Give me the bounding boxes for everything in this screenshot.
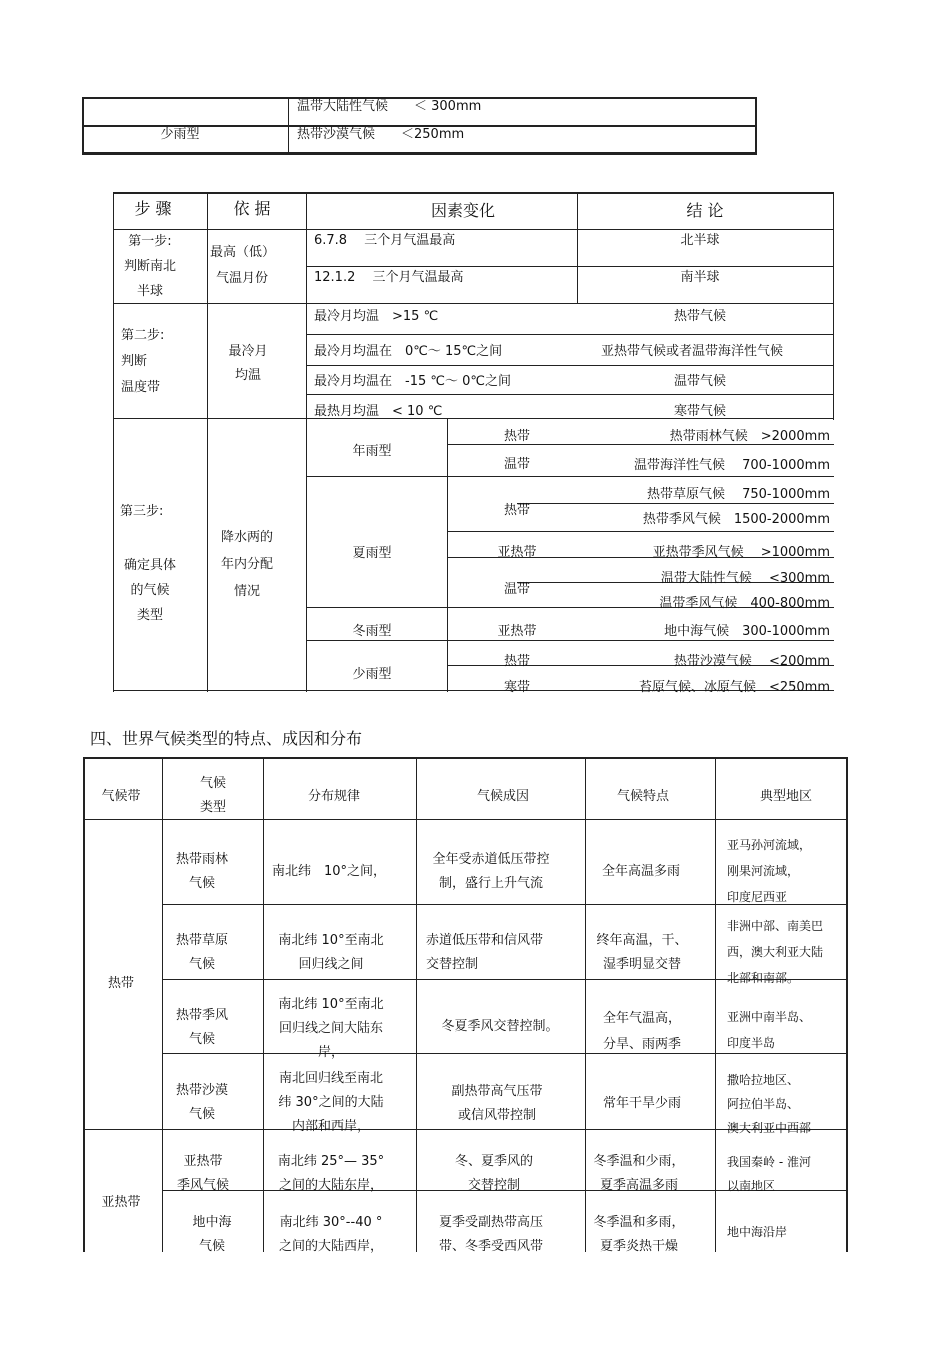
result-10: 苔原气候、冰原气候 <250mm [638,680,830,695]
step1-label: 第一步: 判断南北 半球 [123,234,176,299]
row6-regions: 地中海沿岸 [727,1225,788,1239]
zone-winter-subtropical: 亚热带 [497,624,537,639]
header-step: 步 骤 [134,199,172,218]
zone-summer-temperate: 温带 [503,582,531,597]
row6-distribution: 南北纬 30°--40 ° 之间的大陆西岸， [278,1215,384,1254]
row3-distribution: 南北纬 10°至南北 回归线之间大陆东 岸， [278,997,384,1060]
row4-regions: 撒哈拉地区、 阿拉伯半岛、 澳大利亚中西部 [727,1073,812,1135]
step3-basis: 降水两的 年内分配 情况 [220,530,273,599]
col-header-type: 气候 类型 [199,776,227,815]
zone-summer-tropical: 热带 [503,503,531,518]
row1-distribution: 南北纬 10°之间， [272,864,387,879]
row6-type: 地中海 气候 [192,1215,232,1254]
step2-factor-1: 最冷月均温 >15 ℃ [314,309,439,324]
top-table-row2-right: 热带沙漠气候 ＜250mm [297,127,465,142]
row5-features: 冬季温和少雨， 夏季高温多雨 [593,1154,685,1193]
belt-subtropical: 亚热带 [101,1195,141,1210]
row5-regions: 我国秦岭 - 淮河 以南地区 [727,1155,811,1193]
top-table-row2-left: 少雨型 [160,127,200,142]
col-header-features: 气候特点 [616,789,670,804]
group-annual: 年雨型 [352,444,392,459]
row2-cause: 赤道低压带和信风带 交替控制 [426,933,544,972]
step1-factor-1: 6.7.8 三个月气温最高 [314,233,456,248]
row1-cause: 全年受赤道低压带控 制，盛行上升气流 [432,852,550,891]
result-5: 亚热带季风气候 >1000mm [652,545,830,560]
step1-result-2: 南半球 [680,270,720,285]
row4-type: 热带沙漠 气候 [175,1083,229,1122]
row6-features: 冬季温和多雨， 夏季炎热干燥 [593,1215,685,1254]
result-3: 热带草原气候 750-1000mm [646,487,830,502]
belt-tropical: 热带 [107,976,135,991]
step1-result-1: 北半球 [680,233,720,248]
row3-regions: 亚洲中南半岛、 印度半岛 [727,1010,812,1050]
row6-cause: 夏季受副热带高压 带、冬季受西风带 [438,1215,544,1254]
step2-result-4: 寒带气候 [673,404,727,419]
col-header-belt: 气候带 [101,789,141,804]
step2-factor-2: 最冷月均温在 0℃～ 15℃之间 [314,344,503,359]
step1-factor-2: 12.1.2 三个月气温最高 [314,270,464,285]
zone-annual-tropical: 热带 [503,429,531,444]
header-factor: 因素变化 [430,201,496,220]
col-header-cause: 气候成因 [476,789,530,804]
row5-cause: 冬、夏季风的 交替控制 [454,1154,534,1193]
row3-type: 热带季风 气候 [175,1008,229,1047]
step2-result-2: 亚热带气候或者温带海洋性气候 [600,344,784,359]
result-9: 热带沙漠气候 <200mm [673,654,830,669]
result-7: 温带季风气候 400-800mm [659,596,830,611]
group-little: 少雨型 [352,667,392,682]
result-4: 热带季风气候 1500-2000mm [642,512,830,527]
row5-distribution: 南北纬 25°— 35° 之间的大陆东岸， [277,1154,385,1193]
row5-type: 亚热带 季风气候 [176,1154,230,1193]
row1-regions: 亚马孙河流域， 刚果河流域， 印度尼西亚 [727,838,812,904]
group-summer: 夏雨型 [352,546,392,561]
row4-cause: 副热带高气压带 或信风带控制 [451,1084,543,1123]
zone-little-tropical: 热带 [503,654,531,669]
section-title: 四、世界气候类型的特点、成因和分布 [90,729,363,748]
step2-result-1: 热带气候 [673,309,727,324]
row3-features: 全年气温高， 分旱、雨两季 [602,1011,682,1052]
row2-distribution: 南北纬 10°至南北 回归线之间 [278,933,384,972]
group-winter: 冬雨型 [352,624,392,639]
step1-basis: 最高（低） 气温月份 [210,245,276,286]
top-table-row1-right: 温带大陆性气候 ＜ 300mm [297,99,482,114]
result-6: 温带大陆性气候 <300mm [660,571,830,586]
result-2: 温带海洋性气候 700-1000mm [633,458,830,473]
row1-features: 全年高温多雨 [601,864,681,879]
row2-regions: 非洲中部、南美巴 西，澳大利亚大陆 北部和南部。 [727,919,824,985]
row4-features: 常年干旱少雨 [602,1096,682,1111]
step2-label: 第二步: 判断 温度带 [121,328,165,395]
row4-distribution: 南北回归线至南北 纬 30°之间的大陆 内部和西岸， [278,1071,384,1134]
step2-factor-4: 最热月均温 < 10 ℃ [314,404,443,419]
col-header-distribution: 分布规律 [307,789,361,804]
col-header-regions: 典型地区 [759,789,813,804]
step2-factor-3: 最冷月均温在 -15 ℃～ 0℃之间 [314,374,511,389]
row3-cause: 冬夏季风交替控制。 [441,1019,559,1034]
zone-summer-subtropical: 亚热带 [497,545,537,560]
header-basis: 依 据 [233,199,271,218]
row1-type: 热带雨林 气候 [175,852,229,891]
row2-type: 热带草原 气候 [175,933,229,972]
header-result: 结 论 [686,201,724,220]
result-8: 地中海气候 300-1000mm [664,624,830,639]
step3-label-1: 第三步: [120,504,164,519]
step2-result-3: 温带气候 [673,374,727,389]
row2-features: 终年高温，干、 湿季明显交替 [596,933,688,972]
step2-basis: 最冷月 均温 [228,344,268,383]
zone-little-cold: 寒带 [503,680,531,695]
result-1: 热带雨林气候 >2000mm [669,429,830,444]
zone-annual-temperate: 温带 [503,457,531,472]
step3-label: 确定具体 的气候 类型 [123,558,176,623]
